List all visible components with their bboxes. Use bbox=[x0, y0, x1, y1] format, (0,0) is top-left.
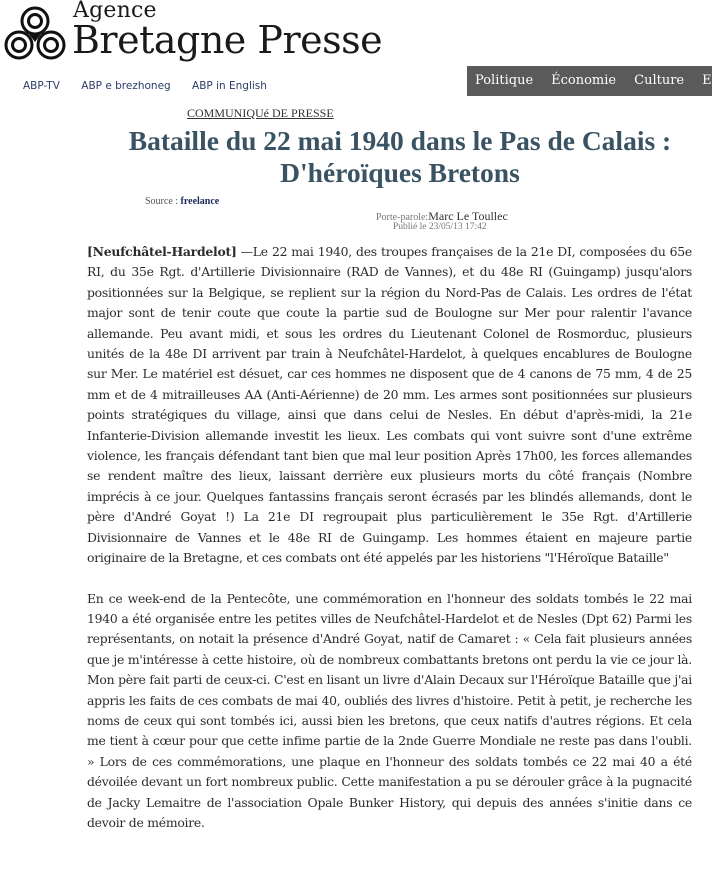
paragraph-1 bbox=[87, 242, 692, 569]
article-body bbox=[87, 242, 692, 853]
link-abp-brezhoneg[interactable]: ABP e brezhoneg bbox=[81, 80, 171, 92]
source-label: Source : bbox=[145, 196, 179, 207]
brand-agence[interactable]: Agence bbox=[73, 0, 157, 23]
article-kicker[interactable]: COMMUNIQUé DE PRESSE bbox=[187, 106, 334, 120]
dateline-location: [Neufchâtel-Hardelot] bbox=[87, 244, 237, 259]
nav-politique[interactable]: Politique bbox=[475, 73, 534, 88]
nav-next-truncated[interactable]: E bbox=[702, 73, 712, 88]
nav-culture[interactable]: Culture bbox=[634, 73, 685, 88]
brand-title[interactable]: Bretagne Presse bbox=[72, 18, 383, 62]
triskell-logo-icon[interactable] bbox=[4, 4, 66, 62]
top-links bbox=[23, 80, 285, 92]
paragraph-2: En ce week-end de la Pentecôte, une commémoration en l'honneur des soldats tombés le 22 mai 1940 a été organisée entre les petites villes de Neufchâtel-Hardelot et de Nesles (Dpt 62) Parmi les représentants, on notait la présence d'André Goyat, natif de Camaret : « Cela fait plusieurs années que je m'intéresse à cette histoire, où de nombreux combattants bretons ont perdu la vie ce jour là. Mon père fait parti de ceux-ci. C'est en lisant un livre d'Alain Decaux sur l'Héroïque Bataille que j'ai appris les faits de ces combats de mai 40, oubliés des livres d'histoire. Petit à petit, je recherche les noms de ceux qui sont tombés ici, aussi bien les bretons, que ceux natifs d'autres régions. Et cela me tient à cœur pour que cette infime partie de la 2nde Guerre Mondiale ne reste pas dans l'oubli. » Lors de ces commémorations, une plaque en l'honneur des soldats tombés ce 22 mai 40 a été dévoilée devant un fort nombreux public. Cette manifestation a pu se dérouler grâce à la pugnacité de Jacky Lemaitre de l'association Opale Bunker History, qui depuis des années s'initie dans ce devoir de mémoire. bbox=[87, 590, 692, 830]
main-nav bbox=[467, 66, 712, 96]
article-title: Bataille du 22 mai 1940 dans le Pas de Calais : D'héroïques Bretons bbox=[128, 125, 672, 188]
article-source bbox=[145, 196, 219, 207]
source-value[interactable]: freelance bbox=[180, 196, 220, 207]
paragraph-1-text: —Le 22 mai 1940, des troupes françaises de la 21e DI, composées du 65e RI, du 35e Rgt. d'Artillerie Divisionnaire (RAD de Vannes), et du 48e RI (Guingamp) jusqu'alors positionnées sur la Belgique, se replient sur la région du Nord-Pas de Calais. Les ordres de l'état major sont de tenir coute que coute la partie sud de Boulogne sur Mer pour ralentir l'avance allemande. Peu avant midi, et sous les ordres du Lieutenant Colonel de Rosmorduc, plusieurs unités de la 48e DI arrivent par train à Neufchâtel-Hardelot, à quelques encablures de Boulogne sur Mer. Le matériel est désuet, car ces hommes ne disposent que de 4 canons de 75 mm, 4 de 25 mm et de 4 mitrailleuses AA (Anti-Aérienne) de 20 mm. Les armes sont positionnées sur plusieurs points stratégiques du village, ainsi que dans celui de Nesles. En début d'après-midi, la 21e Infanterie-Division allemande investit les lieux. Les combats qui vont suivre sont d'une extrême violence, les français défendant tant bien que mal leur position Après 17h00, les forces allemandes se rendent maître des lieux, laissant derrière eux plusieurs morts du côté français (Nombre imprécis à ce jour. Quelques fantassins français seront écrasés par les blindés allemands, dont le père d'André Goyat !) La 21e DI regroupait plus particulièrement le 35e Rgt. d'Artillerie Divisionnaire de Vannes et le 48e RI de Guingamp. Les hommes étaient en majeure partie originaire de la Bretagne, et ces combats ont été appelés par les historiens "l'Héroïque Bataille" bbox=[87, 244, 692, 566]
porte-name: Marc Le Toullec bbox=[428, 209, 508, 223]
link-abp-tv[interactable]: ABP-TV bbox=[23, 80, 60, 92]
porte-label: Porte-parole: bbox=[376, 212, 429, 223]
link-abp-english[interactable]: ABP in English bbox=[192, 80, 267, 92]
publish-date: Publié le 23/05/13 17:42 bbox=[393, 222, 487, 232]
nav-economie[interactable]: Économie bbox=[551, 73, 617, 88]
